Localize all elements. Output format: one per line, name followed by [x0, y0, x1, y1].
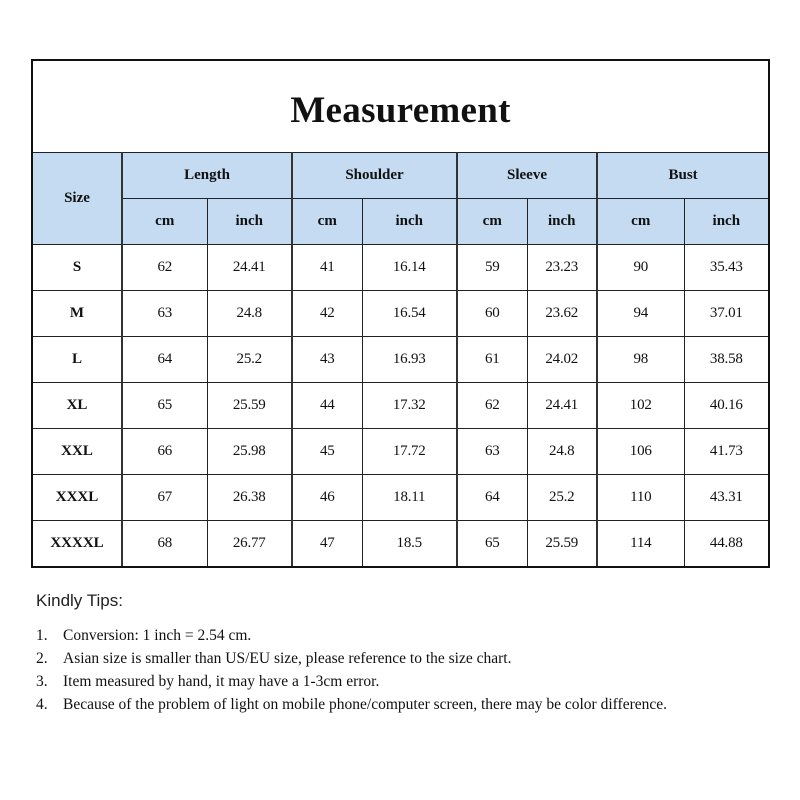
data-cell: 110	[597, 475, 684, 521]
tip-text: Item measured by hand, it may have a 1-3cm error.	[63, 673, 380, 690]
title-row	[32, 60, 769, 153]
data-cell: 17.32	[362, 383, 457, 429]
data-cell: 44	[292, 383, 362, 429]
tip-item	[36, 670, 766, 693]
data-cell: 16.14	[362, 245, 457, 291]
data-cell: 24.8	[527, 429, 597, 475]
data-cell: 47	[292, 521, 362, 568]
data-cell: 68	[122, 521, 207, 568]
data-cell: 25.59	[207, 383, 292, 429]
unit-header: cm	[457, 199, 527, 245]
unit-header: cm	[597, 199, 684, 245]
data-cell: 65	[122, 383, 207, 429]
data-cell: 114	[597, 521, 684, 568]
size-cell: XXXL	[32, 475, 122, 521]
length-group-header: Length	[122, 153, 292, 199]
data-cell: 59	[457, 245, 527, 291]
size-cell: M	[32, 291, 122, 337]
data-cell: 24.41	[527, 383, 597, 429]
data-cell: 16.54	[362, 291, 457, 337]
data-cell: 90	[597, 245, 684, 291]
data-cell: 66	[122, 429, 207, 475]
data-cell: 60	[457, 291, 527, 337]
size-column-header: Size	[32, 153, 122, 245]
tip-item	[36, 647, 766, 670]
unit-header: inch	[362, 199, 457, 245]
data-cell: 94	[597, 291, 684, 337]
tip-number: 3.	[36, 673, 48, 690]
data-cell: 23.23	[527, 245, 597, 291]
table-row	[32, 383, 769, 429]
data-cell: 26.77	[207, 521, 292, 568]
data-cell: 64	[122, 337, 207, 383]
data-cell: 26.38	[207, 475, 292, 521]
tips-list	[36, 624, 766, 716]
data-cell: 41	[292, 245, 362, 291]
data-cell: 41.73	[684, 429, 769, 475]
size-cell: L	[32, 337, 122, 383]
size-chart-table	[31, 59, 770, 568]
unit-header: cm	[122, 199, 207, 245]
size-cell: S	[32, 245, 122, 291]
data-cell: 43.31	[684, 475, 769, 521]
data-cell: 24.8	[207, 291, 292, 337]
data-cell: 63	[122, 291, 207, 337]
tip-text: Conversion: 1 inch = 2.54 cm.	[63, 627, 252, 644]
data-cell: 18.5	[362, 521, 457, 568]
size-cell: XXL	[32, 429, 122, 475]
data-cell: 106	[597, 429, 684, 475]
data-cell: 17.72	[362, 429, 457, 475]
data-cell: 35.43	[684, 245, 769, 291]
data-cell: 40.16	[684, 383, 769, 429]
data-cell: 64	[457, 475, 527, 521]
data-cell: 65	[457, 521, 527, 568]
tip-text: Because of the problem of light on mobile phone/computer screen, there may be color difference.	[63, 696, 667, 713]
data-cell: 62	[122, 245, 207, 291]
data-cell: 61	[457, 337, 527, 383]
unit-header: inch	[684, 199, 769, 245]
data-cell: 98	[597, 337, 684, 383]
data-cell: 63	[457, 429, 527, 475]
tip-item	[36, 624, 766, 647]
unit-header: inch	[207, 199, 292, 245]
sleeve-group-header: Sleeve	[457, 153, 597, 199]
tip-number: 2.	[36, 650, 48, 667]
data-cell: 62	[457, 383, 527, 429]
tips-heading: Kindly Tips:	[36, 591, 123, 610]
data-cell: 18.11	[362, 475, 457, 521]
title-cell	[32, 60, 769, 153]
tip-text: Asian size is smaller than US/EU size, please reference to the size chart.	[63, 650, 512, 667]
header-group-row	[32, 153, 769, 199]
data-cell: 37.01	[684, 291, 769, 337]
data-cell: 43	[292, 337, 362, 383]
unit-header: cm	[292, 199, 362, 245]
data-cell: 23.62	[527, 291, 597, 337]
table-row	[32, 429, 769, 475]
tip-number: 1.	[36, 627, 48, 644]
table-row	[32, 291, 769, 337]
data-cell: 24.41	[207, 245, 292, 291]
data-cell: 25.98	[207, 429, 292, 475]
data-cell: 67	[122, 475, 207, 521]
tip-number: 4.	[36, 696, 48, 713]
table-row	[32, 337, 769, 383]
table-row	[32, 521, 769, 568]
data-cell: 46	[292, 475, 362, 521]
tip-item	[36, 693, 766, 716]
chart-title: Measurement	[290, 90, 511, 131]
data-cell: 16.93	[362, 337, 457, 383]
data-cell: 25.2	[207, 337, 292, 383]
kindly-tips-section	[36, 590, 766, 716]
table-row	[32, 475, 769, 521]
size-cell: XXXXL	[32, 521, 122, 568]
size-cell: XL	[32, 383, 122, 429]
data-cell: 44.88	[684, 521, 769, 568]
data-cell: 25.59	[527, 521, 597, 568]
data-cell: 24.02	[527, 337, 597, 383]
data-cell: 42	[292, 291, 362, 337]
data-cell: 38.58	[684, 337, 769, 383]
table-row	[32, 245, 769, 291]
bust-group-header: Bust	[597, 153, 769, 199]
data-cell: 45	[292, 429, 362, 475]
unit-header: inch	[527, 199, 597, 245]
shoulder-group-header: Shoulder	[292, 153, 457, 199]
data-cell: 25.2	[527, 475, 597, 521]
data-cell: 102	[597, 383, 684, 429]
header-unit-row	[32, 199, 769, 245]
